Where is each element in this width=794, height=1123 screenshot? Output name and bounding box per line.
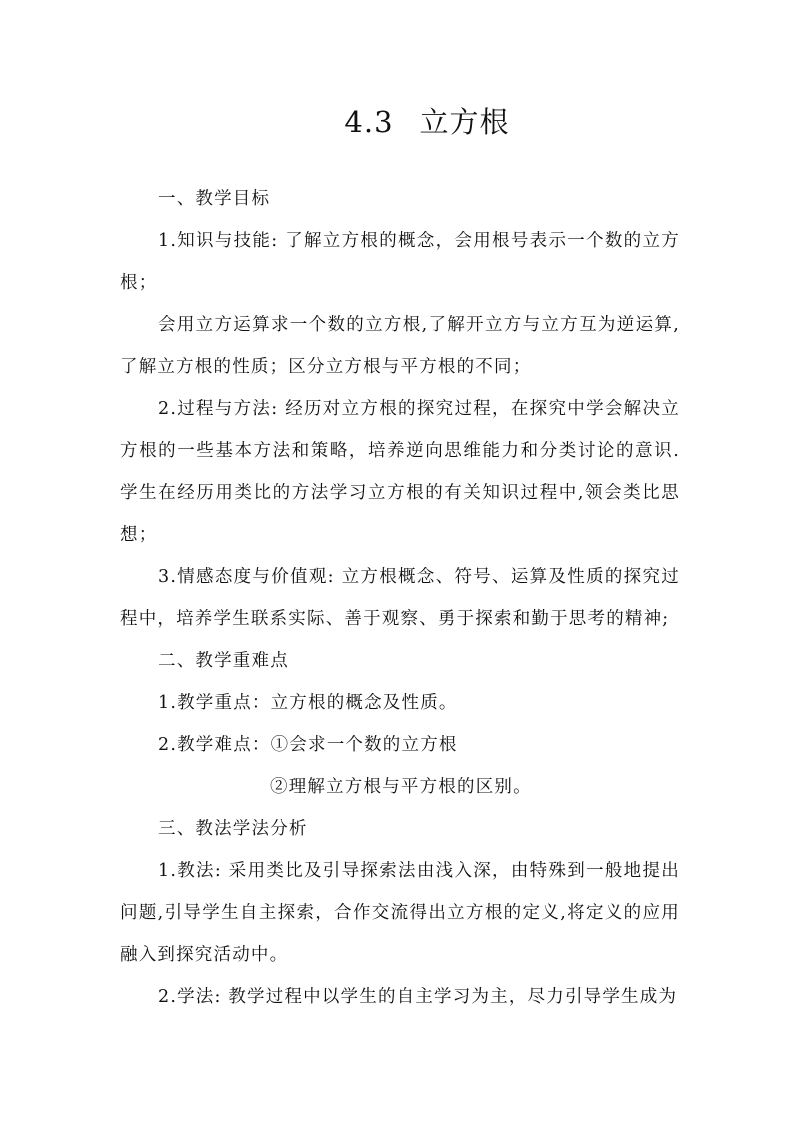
document-body [120,178,680,1018]
paragraph-difficulty-1: 2.教学难点：①会求一个数的立方根 [158,735,458,755]
paragraph-teaching-method: 1.教法: 采用类比及引导探索法由浅入深，由特殊到一般地提出问题,引导学生自主探索，合作交流得出立方根的定义,将定义的应用融入到探究活动中。 [120,861,680,965]
paragraph-learning-method: 2.学法: 教学过程中以学生的自主学习为主，尽力引导学生成为 [158,987,678,1007]
paragraph-emotion-values: 3.情感态度与价值观: 立方根概念、符号、运算及性质的探究过程中，培养学生联系实际、善于观察、勇于探索和勤于思考的精神; [120,567,680,629]
heading-methods-analysis: 三、教法学法分析 [158,819,308,839]
section-number: 4.3 [344,105,394,139]
heading-key-difficulties: 二、教学重难点 [158,651,289,671]
paragraph-key-point: 1.教学重点：立方根的概念及性质。 [158,693,458,713]
paragraph-knowledge-skills: 1.知识与技能: 了解立方根的概念，会用根号表示一个数的立方根； [120,231,680,293]
paragraph-process-methods: 2.过程与方法: 经历对立方根的探究过程，在探究中学会解决立方根的一些基本方法和策略，培养逆向思维能力和分类讨论的意识.学生在经历用类比的方法学习立方根的有关知识过程中,领会类比思想； [120,399,680,545]
section-title-text: 立方根 [419,105,510,139]
page-title [0,100,794,141]
paragraph-cube-root-operations: 会用立方运算求一个数的立方根,了解开立方与立方互为逆运算,了解立方根的性质；区分立方根与平方根的不同； [120,315,680,377]
paragraph-difficulty-2: ②理解立方根与平方根的区别。 [270,777,532,797]
heading-teaching-goals: 一、教学目标 [158,189,271,209]
